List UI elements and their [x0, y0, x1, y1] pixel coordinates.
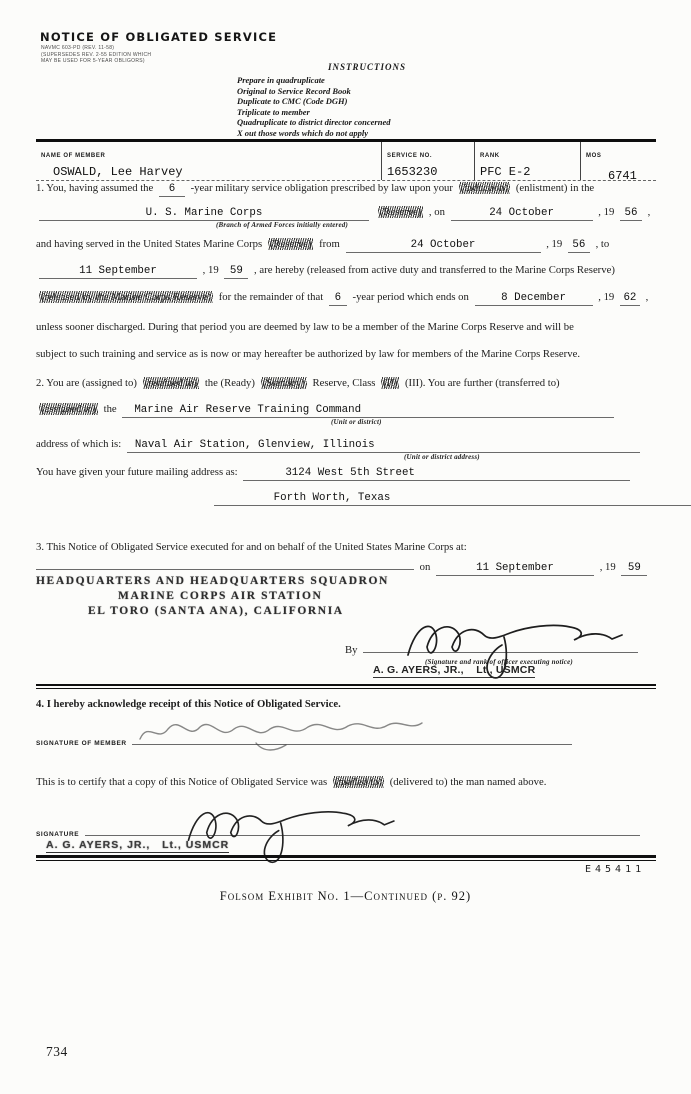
- instruction-item: Quadruplicate to district director concerned: [237, 117, 391, 127]
- para1-text: unless sooner discharged. During that period you are deemed by law to be a member of the Marine Corps Reserve and will be: [36, 321, 574, 333]
- para1-text: for the remainder of that: [218, 291, 324, 303]
- para1-text: subject to such training and service as is now or may hereafter be authorized by law for members of the Marine Corps Reserve.: [36, 348, 580, 360]
- form-id-line: NAVMC 603-PD (REV. 11-58): [41, 45, 115, 51]
- para1-text: , on: [428, 206, 445, 218]
- para1-text: , to: [595, 238, 610, 250]
- hq-stamp: [30, 575, 389, 617]
- unit-fill: Marine Air Reserve Training Command: [122, 403, 614, 418]
- xout-assigned: (assigned to): [41, 403, 96, 415]
- mailing-city-fill: Forth Worth, Texas: [214, 491, 691, 506]
- page-number: 734: [46, 1044, 68, 1059]
- para2-line1: [36, 376, 658, 390]
- form-id-block: [41, 45, 151, 65]
- para2-text: Reserve, Class: [312, 377, 376, 389]
- exhibit-code: E45411: [585, 864, 646, 875]
- xout-released: (released by the Marine Corps Reserve): [41, 291, 212, 303]
- form-id-line: MAY BE USED FOR 5-YEAR OBLIGORS): [41, 58, 145, 64]
- para1-line6: [36, 320, 658, 334]
- service-no: 1653230: [387, 165, 438, 179]
- para3-on-line: [36, 560, 658, 576]
- para2-text: address of which is:: [36, 438, 122, 450]
- para3-on-label: on: [419, 561, 431, 573]
- para1-text: , 19: [202, 264, 219, 276]
- name-label: NAME OF MEMBER: [41, 153, 106, 159]
- officer-name-stamped: A. G. AYERS, JR., Lt., USMCR: [46, 839, 230, 851]
- xout-retained: (retained in): [144, 377, 198, 389]
- executed-date-fill: 11 September: [436, 561, 594, 576]
- officer-name-typed: A. G. AYERS, JR., Lt., USMCR: [373, 664, 536, 676]
- ends-on-fill: 8 December: [475, 291, 593, 306]
- para1-text: -year period which ends on: [352, 291, 469, 303]
- para2-text: 2. You are (assigned to): [36, 377, 137, 389]
- para1-line2: [36, 205, 658, 229]
- para1-line3: [36, 237, 658, 253]
- para2-line4: [36, 465, 658, 481]
- officer-sig-caption: (Signature and rank of officer executing notice): [425, 658, 573, 666]
- served-to-fill: 11 September: [39, 264, 197, 279]
- form-title: NOTICE OF OBLIGATED SERVICE: [40, 30, 278, 44]
- mos: 6741: [608, 169, 637, 183]
- para1-line4: [36, 263, 658, 279]
- para2-text: the (Ready): [204, 377, 255, 389]
- years-fill: 6: [159, 182, 185, 197]
- bottom-rule: [36, 855, 656, 861]
- member-name: OSWALD, Lee Harvey: [53, 165, 183, 179]
- xout-mailed: (mailed to): [334, 776, 383, 788]
- member-header-row: [36, 139, 656, 181]
- certify-text: This is to certify that a copy of this Notice of Obligated Service was: [36, 776, 328, 788]
- certify-line: [36, 775, 658, 789]
- para1-text: , 19: [598, 206, 615, 218]
- para4-text: 4. I hereby acknowledge receipt of this Notice of Obligated Service.: [36, 698, 341, 710]
- certify-text: (delivered to) the man named above.: [389, 776, 547, 788]
- para2-text: You have given your future mailing address as:: [36, 466, 238, 478]
- mos-label: MOS: [586, 153, 602, 159]
- para1-line7: [36, 347, 658, 361]
- stamp-line: MARINE CORPS AIR STATION: [118, 590, 323, 602]
- member-sig-label: SIGNATURE OF MEMBER: [36, 740, 127, 747]
- service-no-label: SERVICE NO.: [387, 153, 433, 159]
- member-signature-line: [36, 735, 658, 751]
- instruction-item: Prepare in quadruplicate: [237, 75, 325, 85]
- sig-label: SIGNATURE: [36, 831, 80, 838]
- xout-class: (II): [383, 377, 398, 389]
- mailing-street-fill: 3124 West 5th Street: [243, 466, 630, 481]
- rank-cell: [474, 142, 580, 180]
- stamp-line: EL TORO (SANTA ANA), CALIFORNIA: [88, 605, 344, 617]
- xout-reserve: (Reserve): [379, 206, 422, 218]
- served-to-year-fill: 59: [224, 264, 248, 279]
- para2-line3: [36, 437, 658, 461]
- instructions-heading: INSTRUCTIONS: [327, 62, 406, 72]
- para1-text: , 19: [598, 291, 615, 303]
- year-entered-fill: 56: [620, 206, 642, 221]
- instruction-item: Duplicate to CMC (Code DGH): [237, 96, 348, 106]
- para1-text: ,: [645, 291, 649, 303]
- para1-text: -year military service obligation prescribed by law upon your: [190, 182, 453, 194]
- xout-induction: (induction): [460, 182, 509, 194]
- para3-text: 3. This Notice of Obligated Service executed for and on behalf of the United States Marine Corps at:: [36, 541, 467, 553]
- para2-line2: [36, 402, 658, 426]
- para1-text: , are hereby (released from active duty and transferred to the Marine Corps Reserve): [254, 264, 615, 276]
- years2-fill: 6: [329, 291, 347, 306]
- form-id-line: (SUPERSEDES REV. 2-55 EDITION WHICH: [41, 51, 152, 58]
- para1-line1: [36, 181, 658, 197]
- para2-line5: [36, 490, 658, 506]
- executed-year-fill: 59: [621, 561, 647, 576]
- service-no-cell: [381, 142, 474, 180]
- para4-line1: [36, 697, 658, 711]
- para1-text: ,: [647, 206, 651, 218]
- branch-caption: (Branch of Armed Forces initially entered): [216, 221, 348, 229]
- unit-address-caption: (Unit or district address): [404, 453, 480, 461]
- served-from-year-fill: 56: [568, 238, 590, 253]
- served-from-fill: 24 October: [346, 238, 541, 253]
- instruction-item: Triplicate to member: [237, 106, 310, 117]
- name-cell: [36, 142, 381, 180]
- para3-by-line: [345, 643, 658, 676]
- para2-text: the: [103, 403, 117, 415]
- xout-reserve2: (Reserve): [269, 238, 312, 250]
- exhibit-caption: Folsom Exhibit No. 1—Continued (p. 92): [219, 889, 472, 903]
- para1-line5: [36, 290, 658, 306]
- by-label: By: [345, 644, 358, 656]
- branch-fill: U. S. Marine Corps: [39, 206, 369, 221]
- rank: PFC E-2: [480, 165, 531, 179]
- stamp-line: HEADQUARTERS AND HEADQUARTERS SQUADRON: [36, 575, 389, 587]
- instruction-item: X out those words which do not apply: [237, 127, 369, 138]
- date-entered-fill: 24 October: [451, 206, 593, 221]
- xout-standby: (Standby): [262, 377, 305, 389]
- para1-text: (enlistment) in the: [515, 182, 595, 194]
- instruction-item: Original to Service Record Book: [237, 85, 351, 96]
- section-divider: [36, 684, 656, 689]
- unit-address-fill: Naval Air Station, Glenview, Illinois: [127, 438, 640, 453]
- para2-text: (III). You are further (transferred to): [405, 377, 560, 389]
- mos-cell: [580, 142, 656, 183]
- para1-text: and having served in the United States Marine Corps: [36, 238, 263, 250]
- para3-line1: [36, 540, 658, 554]
- para3-text: , 19: [599, 561, 616, 573]
- ends-on-year-fill: 62: [620, 291, 640, 306]
- unit-caption: (Unit or district): [331, 418, 382, 426]
- para1-text: 1. You, having assumed the: [36, 182, 154, 194]
- para1-text: , 19: [546, 238, 563, 250]
- officer-signature-line: [36, 826, 658, 851]
- rank-label: RANK: [480, 153, 500, 159]
- para1-text: from: [319, 238, 340, 250]
- instructions-list: [237, 75, 390, 138]
- member-signature: [136, 713, 436, 757]
